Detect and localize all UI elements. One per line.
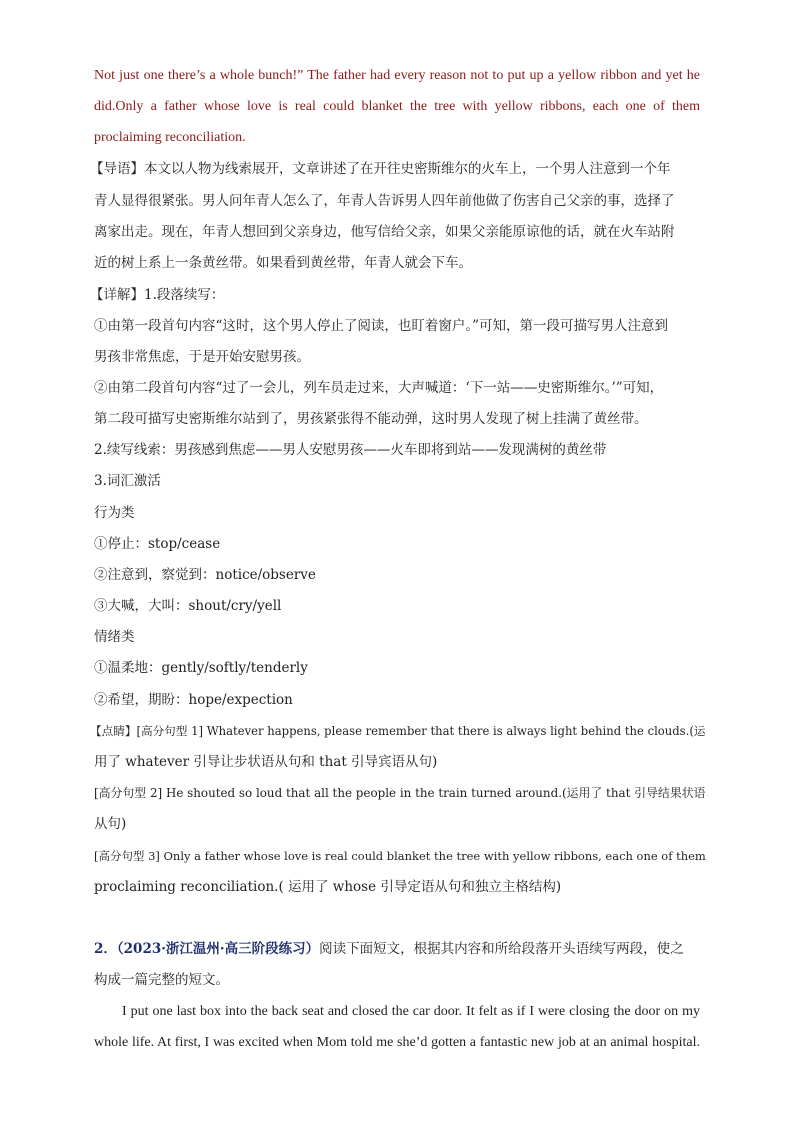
highlight-3-line-2: proclaiming reconciliation.( 运用了 whose 引导定语从句和独立主格结构) — [94, 879, 562, 895]
category-action: 行为类 — [94, 505, 135, 521]
detail-item1-line-2: 男孩非常焦虑，于是开始安慰男孩。 — [94, 349, 310, 365]
highlight-2-line-1: [高分句型 2] He shouted so loud that all the people in the train turned around.(运用了 that 引导结果状语 — [94, 786, 706, 800]
highlights-label: 【点睛】 — [90, 724, 137, 738]
highlight-1-line-1: 【点睛】[高分句型 1] Whatever happens, please remember that there is always light behind the clouds.(运 — [90, 724, 706, 738]
guide-line-2: 青人显得很紧张。男人问年青人怎么了，年青人告诉男人四年前他做了伤害自己父亲的事，选择了 — [94, 193, 675, 209]
question2-number: 2． — [94, 941, 117, 957]
emotion-item-1: ①温柔地：gently/softly/tenderly — [94, 660, 308, 676]
red-passage-line-1: Not just one there’s a whole bunch!” The father had every reason not to put up a yellow ribbon and yet he — [94, 68, 700, 83]
vocab-heading: 3.词汇激活 — [94, 473, 161, 489]
highlight-2-line-2: 从句) — [94, 816, 127, 832]
action-item-2: ②注意到，察觉到：notice/observe — [94, 567, 316, 583]
detail-heading: 【详解】1.段落续写： — [90, 287, 225, 303]
detail-label: 【详解】 — [90, 287, 144, 303]
question2-instruction-cont: 构成一篇完整的短文。 — [94, 972, 229, 988]
question2-instruction: 阅读下面短文，根据其内容和所给段落开头语续写两段，使之 — [319, 941, 684, 957]
detail-item1-line-1: ①由第一段首句内容“这时，这个男人停止了阅读，也盯着窗户。”可知，第一段可描写男人注意到 — [94, 318, 669, 334]
red-passage-line-2: did.Only a father whose love is real could blanket the tree with yellow ribbons, each one of them — [94, 99, 700, 114]
guide-label: 【导语】 — [90, 161, 144, 177]
question2-passage-line-2: whole life. At first, I was excited when Mom told me she’d gotten a fantastic new job at an animal hospital. — [94, 1035, 700, 1050]
question2-header — [94, 939, 684, 959]
guide-line-3: 离家出走。现在，年青人想回到父亲身边，他写信给父亲，如果父亲能原谅他的话，就在火车站附 — [94, 224, 675, 240]
detail-clue: 2.续写线索：男孩感到焦虑——男人安慰男孩——火车即将到站——发现满树的黄丝带 — [94, 442, 607, 458]
question2-passage-line-1: I put one last box into the back seat and closed the car door. It felt as if I were closing the door on my — [122, 1004, 700, 1019]
action-item-1: ①停止：stop/cease — [94, 536, 221, 552]
emotion-item-2: ②希望，期盼：hope/expection — [94, 692, 293, 708]
question2-source: （2023·浙江温州·高三阶段练习） — [116, 941, 320, 957]
highlight-1-line-2: 用了 whatever 引导让步状语从句和 that 引导宾语从句) — [94, 754, 438, 770]
guide-line-4: 近的树上系上一条黄丝带。如果看到黄丝带，年青人就会下车。 — [94, 255, 472, 271]
category-emotion: 情绪类 — [94, 629, 135, 645]
detail-item2-line-2: 第二段可描写史密斯维尔站到了，男孩紧张得不能动弹，这时男人发现了树上挂满了黄丝带。 — [94, 411, 648, 427]
action-item-3: ③大喊，大叫：shout/cry/yell — [94, 598, 282, 614]
detail-item2-line-1: ②由第二段首句内容“过了一会儿，列车员走过来，大声喊道：‘下一站——史密斯维尔。’”可知， — [94, 380, 664, 396]
guide-line-1: 【导语】本文以人物为线索展开，文章讲述了在开往史密斯维尔的火车上，一个男人注意到一个年 — [90, 161, 671, 177]
red-passage-line-3: proclaiming reconciliation. — [94, 130, 246, 145]
highlight-3-line-1: [高分句型 3] Only a father whose love is real could blanket the tree with yellow ribbons, each one of them — [94, 849, 706, 863]
